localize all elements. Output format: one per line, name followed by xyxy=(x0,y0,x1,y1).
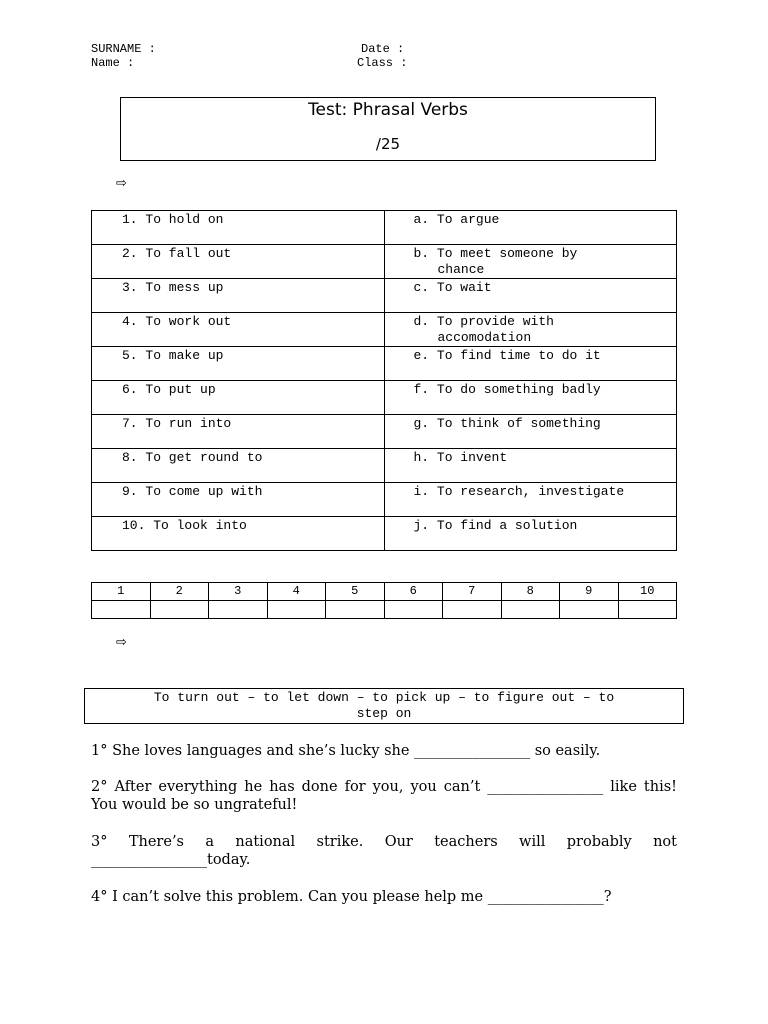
definition-main: j. To find a solution xyxy=(413,518,578,533)
phrasal-verb-cell xyxy=(92,517,385,551)
definition-main: e. To find time to do it xyxy=(413,348,601,363)
sentence-2: 2° After everything he has done for you, you can’t ________________ like this! You would be so ungrateful! xyxy=(91,779,677,813)
answer-grid-blank[interactable] xyxy=(326,601,385,619)
definition-continuation: accomodation xyxy=(437,330,532,345)
phrasal-verb-cell xyxy=(92,381,385,415)
surname-label: SURNAME : xyxy=(91,42,156,56)
definition-main: i. To research, investigate xyxy=(413,484,625,499)
phrasal-verb-text: 2. To fall out xyxy=(122,246,232,261)
class-label: Class : xyxy=(357,56,408,70)
word-bank-box xyxy=(84,688,684,724)
definition-text xyxy=(385,517,677,534)
definition-text xyxy=(385,483,677,500)
definition-text xyxy=(385,245,677,278)
phrasal-verb-text: 1. To hold on xyxy=(122,212,224,227)
phrasal-verb-text: 5. To make up xyxy=(122,348,224,363)
definition-text xyxy=(385,211,677,228)
definition-cell xyxy=(384,381,677,415)
answer-grid-blank[interactable] xyxy=(618,601,677,619)
title-box xyxy=(120,97,656,161)
definition-main: h. To invent xyxy=(413,450,508,465)
definition-cell xyxy=(384,347,677,381)
answer-grid-answer-row xyxy=(92,601,677,619)
definition-main: f. To do something badly xyxy=(413,382,601,397)
score-total: /25 xyxy=(375,135,401,153)
phrasal-verb-text: 4. To work out xyxy=(122,314,232,329)
matching-row xyxy=(92,449,677,483)
phrasal-verb-cell xyxy=(92,245,385,279)
answer-grid-blank[interactable] xyxy=(384,601,443,619)
answer-grid-number: 2 xyxy=(150,583,209,601)
sentence-1: 1° She loves languages and she’s lucky she ________________ so easily. xyxy=(91,743,601,759)
answer-grid-number: 10 xyxy=(618,583,677,601)
phrasal-verb-text: 6. To put up xyxy=(122,382,216,397)
definition-text xyxy=(385,381,677,398)
definition-text xyxy=(385,313,677,346)
definition-cell xyxy=(384,483,677,517)
phrasal-verb-text: 7. To run into xyxy=(122,416,232,431)
arrow-icon: ⇨ xyxy=(116,176,127,191)
matching-row xyxy=(92,313,677,347)
page-title: Test: Phrasal Verbs xyxy=(308,100,468,120)
answer-grid-number: 1 xyxy=(92,583,151,601)
word-bank-line1: To turn out – to let down – to pick up – to figure out – to xyxy=(153,690,615,705)
definition-cell xyxy=(384,313,677,347)
answer-grid-number: 9 xyxy=(560,583,619,601)
answer-grid-number: 3 xyxy=(209,583,268,601)
arrow-icon: ⇨ xyxy=(116,635,127,650)
definition-cell xyxy=(384,211,677,245)
date-label: Date : xyxy=(361,42,405,56)
matching-row xyxy=(92,517,677,551)
definition-cell xyxy=(384,415,677,449)
phrasal-verb-cell xyxy=(92,449,385,483)
answer-grid-blank[interactable] xyxy=(267,601,326,619)
phrasal-verb-cell xyxy=(92,279,385,313)
sentence-3: 3° There’s a national strike. Our teachers will probably not ________________today. xyxy=(91,834,677,868)
definition-text xyxy=(385,347,677,364)
definition-cell xyxy=(384,279,677,313)
phrasal-verb-text: 3. To mess up xyxy=(122,280,224,295)
answer-grid-number: 5 xyxy=(326,583,385,601)
definition-cell xyxy=(384,245,677,279)
answer-grid-header-row xyxy=(92,583,677,601)
definition-main: b. To meet someone by xyxy=(413,246,578,261)
answer-grid-blank[interactable] xyxy=(501,601,560,619)
phrasal-verb-text: 10. To look into xyxy=(122,518,247,533)
matching-row xyxy=(92,245,677,279)
answer-grid-blank[interactable] xyxy=(92,601,151,619)
definition-text xyxy=(385,415,677,432)
definition-main: g. To think of something xyxy=(413,416,601,431)
answer-grid-blank[interactable] xyxy=(150,601,209,619)
matching-row xyxy=(92,415,677,449)
phrasal-verb-cell xyxy=(92,211,385,245)
definition-text xyxy=(385,279,677,296)
phrasal-verb-cell xyxy=(92,483,385,517)
matching-row xyxy=(92,347,677,381)
definition-continuation: chance xyxy=(437,262,485,277)
answer-grid-number: 7 xyxy=(443,583,502,601)
definition-main: d. To provide with xyxy=(413,314,554,329)
matching-row xyxy=(92,483,677,517)
phrasal-verb-cell xyxy=(92,313,385,347)
answer-grid-number: 6 xyxy=(384,583,443,601)
sentence-4: 4° I can’t solve this problem. Can you please help me ________________? xyxy=(91,889,612,905)
answer-grid-number: 4 xyxy=(267,583,326,601)
definition-cell xyxy=(384,517,677,551)
phrasal-verb-text: 9. To come up with xyxy=(122,484,263,499)
definition-main: c. To wait xyxy=(413,280,492,295)
answer-grid-number: 8 xyxy=(501,583,560,601)
phrasal-verb-text: 8. To get round to xyxy=(122,450,263,465)
definition-main: a. To argue xyxy=(413,212,500,227)
phrasal-verb-cell xyxy=(92,415,385,449)
answer-grid-blank[interactable] xyxy=(443,601,502,619)
answer-grid-blank[interactable] xyxy=(560,601,619,619)
matching-row xyxy=(92,279,677,313)
matching-table xyxy=(91,210,677,551)
phrasal-verb-cell xyxy=(92,347,385,381)
answer-grid-blank[interactable] xyxy=(209,601,268,619)
answer-grid xyxy=(91,582,677,619)
definition-cell xyxy=(384,449,677,483)
word-bank-line2: step on xyxy=(356,706,412,721)
definition-text xyxy=(385,449,677,466)
matching-row xyxy=(92,211,677,245)
name-label: Name : xyxy=(91,56,135,70)
matching-row xyxy=(92,381,677,415)
